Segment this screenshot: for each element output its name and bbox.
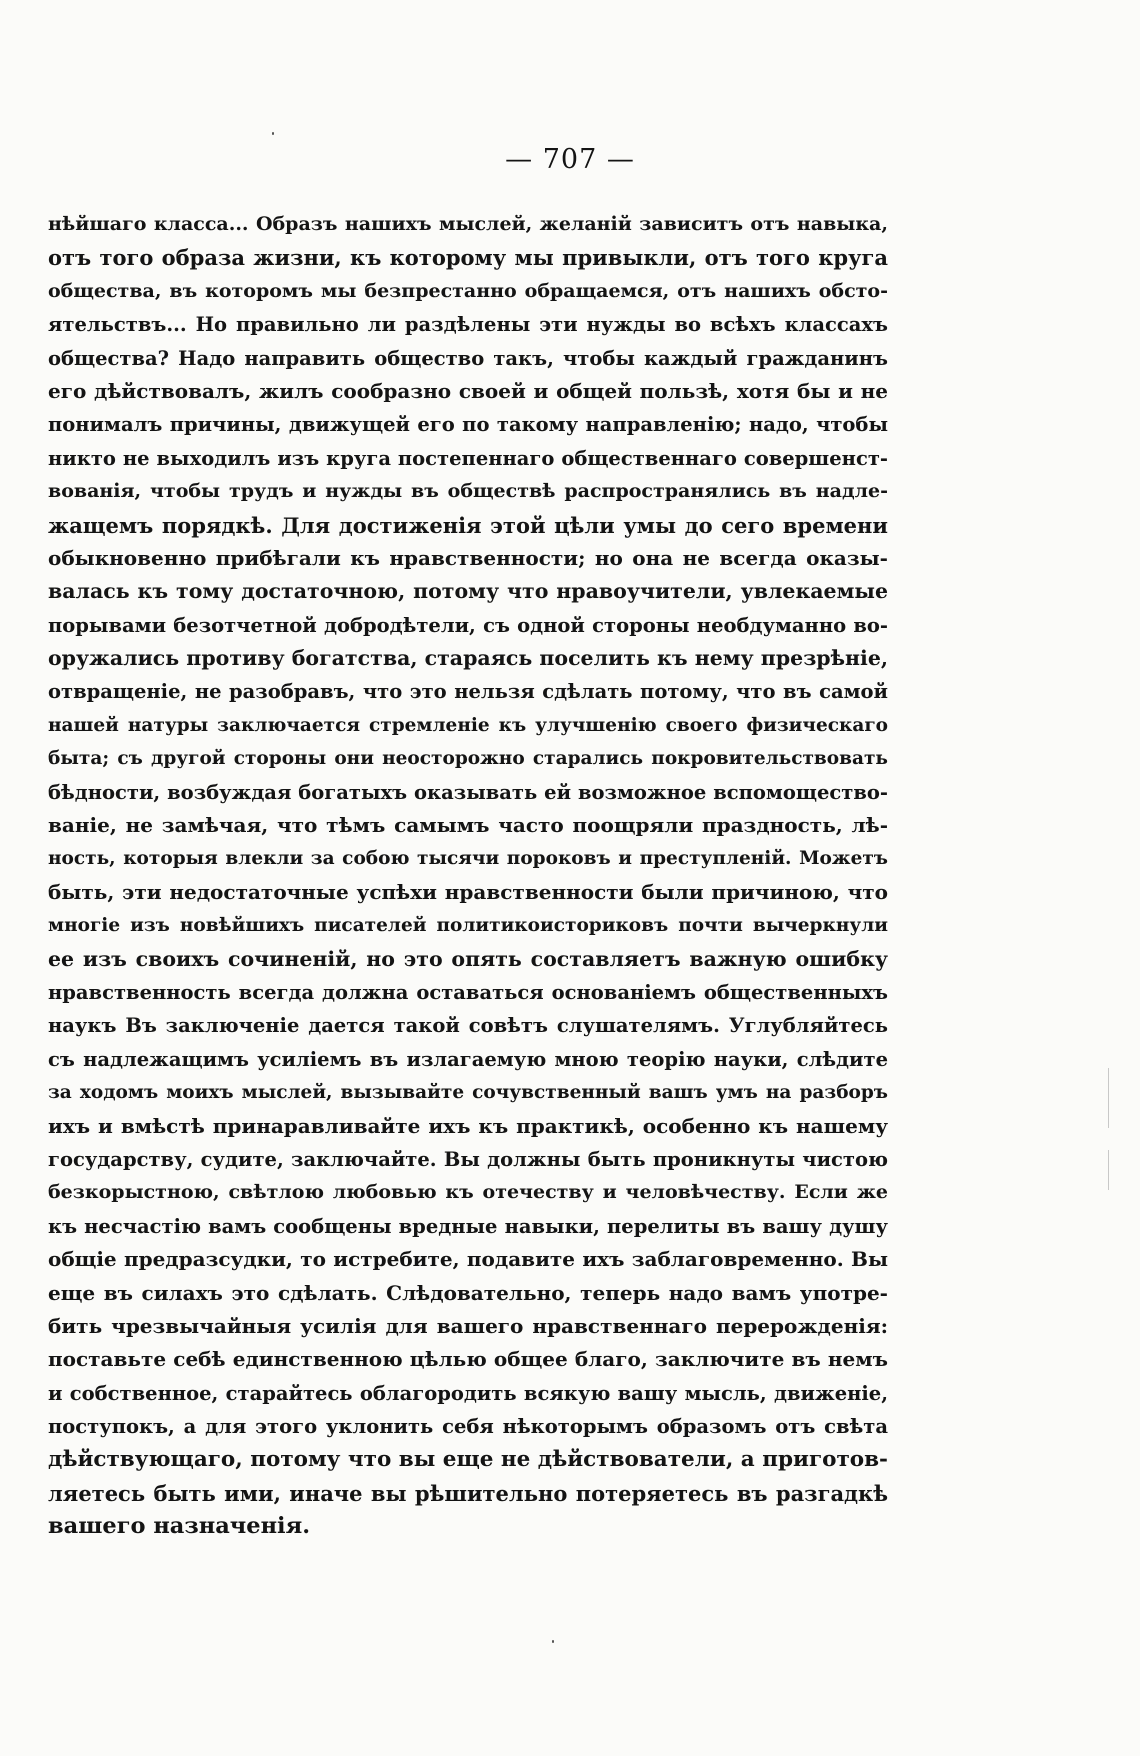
text-line: оружались противу богатства, стараясь поселить къ нему презрѣніе, <box>48 646 888 671</box>
scan-speck <box>552 1640 554 1643</box>
text-line: къ несчастію вамъ сообщены вредные навыки, перелиты въ вашу душу <box>48 1214 888 1238</box>
text-line: валась къ тому достаточною, потому что нравоучители, увлекаемые <box>48 579 888 604</box>
scan-edge-mark <box>1108 1150 1109 1190</box>
text-line: его дѣйствовалъ, жилъ сообразно своей и общей пользѣ, хотя бы и не <box>48 378 888 403</box>
scan-edge-mark <box>1108 1068 1109 1128</box>
text-line-final: вашего назначенія. <box>48 1513 311 1540</box>
text-line: порывами безотчетной добродѣтели, съ одной стороны необдуманно во- <box>48 613 888 637</box>
text-line: отъ того образа жизни, къ которому мы привыкли, отъ того круга <box>48 245 888 271</box>
text-line: бѣдности, возбуждая богатыхъ оказывать ей возможное вспомощество- <box>48 780 888 804</box>
text-line: вованія, чтобы трудъ и нужды въ обществѣ распространялись въ надле- <box>48 480 888 503</box>
text-line: наукъ Въ заключеніе дается такой совѣтъ слушателямъ. Углубляйтесь <box>48 1014 888 1038</box>
text-line: быть, эти недостаточные успѣхи нравственности были причиною, что <box>48 879 888 904</box>
text-line: съ надлежащимъ усиліемъ въ излагаемую мною теорію науки, слѣдите <box>48 1047 888 1071</box>
text-line: ее изъ своихъ сочиненій, но это опять составляетъ важную ошибку <box>48 946 888 971</box>
scan-speck <box>272 132 274 135</box>
text-line: ятельствъ... Но правильно ли раздѣлены эти нужды во всѣхъ классахъ <box>48 313 888 337</box>
text-line: государству, судите, заключайте. Вы должны быть проникнуты чистою <box>48 1147 888 1171</box>
text-line: общества? Надо направить общество такъ, чтобы каждый гражданинъ <box>48 346 888 370</box>
text-line: ляетесь быть ими, иначе вы рѣшительно потеряетесь въ разгадкѣ <box>48 1480 888 1506</box>
text-line: обыкновенно прибѣгали къ нравственности; но она не всегда оказы- <box>48 545 888 570</box>
text-line: поступокъ, а для этого уклонить себя нѣкоторымъ образомъ отъ свѣта <box>48 1415 888 1439</box>
text-line: ность, которыя влекли за собою тысячи пороковъ и преступленій. Можетъ <box>48 848 888 870</box>
text-line: общіе предразсудки, то истребите, подавите ихъ заблаговременно. Вы <box>48 1247 888 1272</box>
text-line: безкорыстною, свѣтлою любовью къ отечеству и человѣчеству. Если же <box>48 1181 888 1204</box>
text-line: поставьте себѣ единственною цѣлью общее благо, заключите въ немъ <box>48 1347 888 1372</box>
text-line: ваніе, не замѣчая, что тѣмъ самымъ часто поощряли праздность, лѣ- <box>48 813 888 838</box>
body-text <box>48 208 888 1544</box>
text-line: и собственное, старайтесь облагородить всякую вашу мысль, движеніе, <box>48 1381 888 1405</box>
text-line: нѣйшаго класса... Образъ нашихъ мыслей, желаній зависитъ отъ навыка, <box>48 213 888 235</box>
text-line: понималъ причины, движущей его по такому направленію; надо, чтобы <box>48 413 888 437</box>
text-line: отвращеніе, не разобравъ, что это нельзя сдѣлать потому, что въ самой <box>48 680 888 704</box>
text-line: еще въ силахъ это сдѣлать. Слѣдовательно, теперь надо вамъ употре- <box>48 1280 888 1305</box>
text-line: нравственность всегда должна оставаться основаніемъ общественныхъ <box>48 980 888 1004</box>
text-line: нашей натуры заключается стремленіе къ улучшенію своего физическаго <box>48 714 888 736</box>
page-number: — 707 — <box>505 144 635 175</box>
text-line: бить чрезвычайныя усилія для вашего нравственнаго перерожденія: <box>48 1313 888 1338</box>
text-line: общества, въ которомъ мы безпрестанно обращаемся, отъ нашихъ обсто- <box>48 279 888 302</box>
text-line: никто не выходилъ изъ круга постепеннаго общественнаго совершенст- <box>48 446 888 470</box>
text-line: жащемъ порядкѣ. Для достиженія этой цѣли умы до сего времени <box>48 512 888 538</box>
text-line: быта; съ другой стороны они неосторожно старались покровительствовать <box>48 748 888 770</box>
text-line: многіе изъ новѣйшихъ писателей политикоисториковъ почти вычеркнули <box>48 915 888 937</box>
text-line: ихъ и вмѣстѣ принаравливайте ихъ къ практикѣ, особенно къ нашему <box>48 1113 888 1138</box>
text-line: дѣйствующаго, потому что вы еще не дѣйствователи, а приготов- <box>48 1447 888 1473</box>
text-line: за ходомъ моихъ мыслей, вызывайте сочувственный вашъ умъ на разборъ <box>48 1082 888 1104</box>
